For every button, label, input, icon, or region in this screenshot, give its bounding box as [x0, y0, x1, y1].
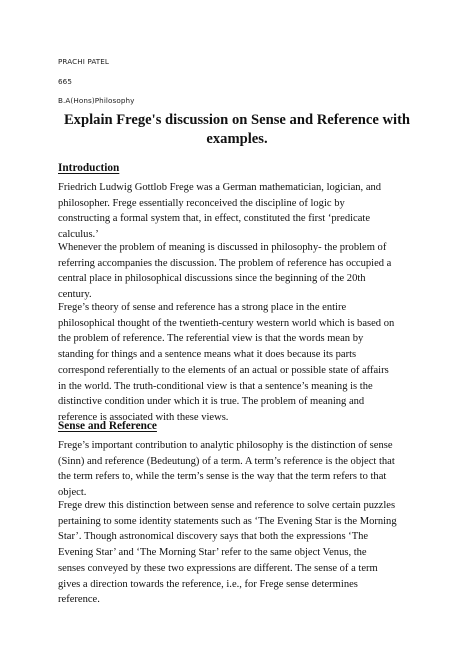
paragraph-line: central place in philosophical discussions since the beginning of the 20th — [58, 273, 366, 285]
page-title-line-2: examples. — [206, 131, 268, 147]
paragraph-line: century. — [58, 289, 92, 301]
paragraph-line: Whenever the problem of meaning is discussed in philosophy- the problem of — [58, 242, 387, 253]
introduction-heading: Introduction — [58, 162, 120, 174]
paragraph-line: reference. — [58, 594, 100, 606]
author-name: PRACHI PATEL — [58, 57, 110, 66]
paragraph-line: object. — [58, 487, 87, 499]
paragraph-line: pertaining to some identity statements such as ‘The Evening Star is the Morning — [58, 515, 397, 527]
paragraph-line: the term refers to, while the term’s sense is the way that the term refers to that — [58, 471, 387, 483]
sense-reference-paragraph-1 — [58, 438, 430, 501]
paragraph-line: referring accompanies the discussion. The problem of reference has occupied a — [58, 257, 392, 269]
paragraph-line: the problem of reference. The referential view is that the words mean by — [58, 333, 364, 345]
introduction-paragraph-1 — [58, 180, 430, 243]
paragraph-line: Evening Star’ and ‘The Morning Star’ refer to the same object Venus, the — [58, 547, 367, 559]
introduction-paragraph-3 — [58, 300, 430, 426]
sense-reference-paragraph-2 — [58, 498, 430, 608]
paragraph-line: senses conveyed by these two expressions are different. The sense of a term — [58, 562, 378, 574]
paragraph-line: distinctive condition under which it is true. The problem of meaning and — [58, 396, 365, 408]
paragraph-line: Friedrich Ludwig Gottlob Frege was a German mathematician, logician, and — [58, 182, 382, 193]
paragraph-line: gives a direction towards the reference, i.e., for Frege sense determines — [58, 578, 358, 590]
paragraph-line: philosophical thought of the twentieth-century western world which is based on — [58, 317, 395, 329]
paragraph-line: philosopher. Frege essentially reconceived the discipline of logic by — [58, 197, 345, 209]
paragraph-line: reference is associated with these views. — [58, 411, 229, 423]
roll-number: 665 — [58, 77, 73, 86]
paragraph-line: in the world. The truth-conditional view is that a sentence’s meaning is the — [58, 380, 373, 392]
introduction-paragraph-2 — [58, 240, 430, 303]
paragraph-line: Frege’s theory of sense and reference has a strong place in the entire — [58, 302, 347, 313]
paragraph-line: Frege drew this distinction between sense and reference to solve certain puzzles — [58, 500, 396, 511]
paragraph-line: calculus.’ — [58, 229, 99, 241]
paragraph-line: standing for things and a sentence means what it does because its parts — [58, 349, 357, 361]
course-name: B.A(Hons)Philosophy — [58, 96, 135, 105]
page-title — [40, 111, 434, 149]
paragraph-line: correspond referentially to the elements of an actual or possible state of affairs — [58, 364, 389, 376]
paragraph-line: constructing a formal system that, in effect, constituted the first ‘predicate — [58, 213, 371, 225]
paragraph-line: Star’. Though astronomical discovery says that both the expressions ‘The — [58, 531, 369, 543]
sense-reference-heading: Sense and Reference — [58, 420, 157, 432]
paragraph-line: Frege’s important contribution to analytic philosophy is the distinction of sense — [58, 440, 393, 451]
paragraph-line: (Sinn) and reference (Bedeutung) of a term. A term’s reference is the object that — [58, 455, 395, 467]
page-title-line-1: Explain Frege's discussion on Sense and Reference with — [63, 112, 411, 128]
